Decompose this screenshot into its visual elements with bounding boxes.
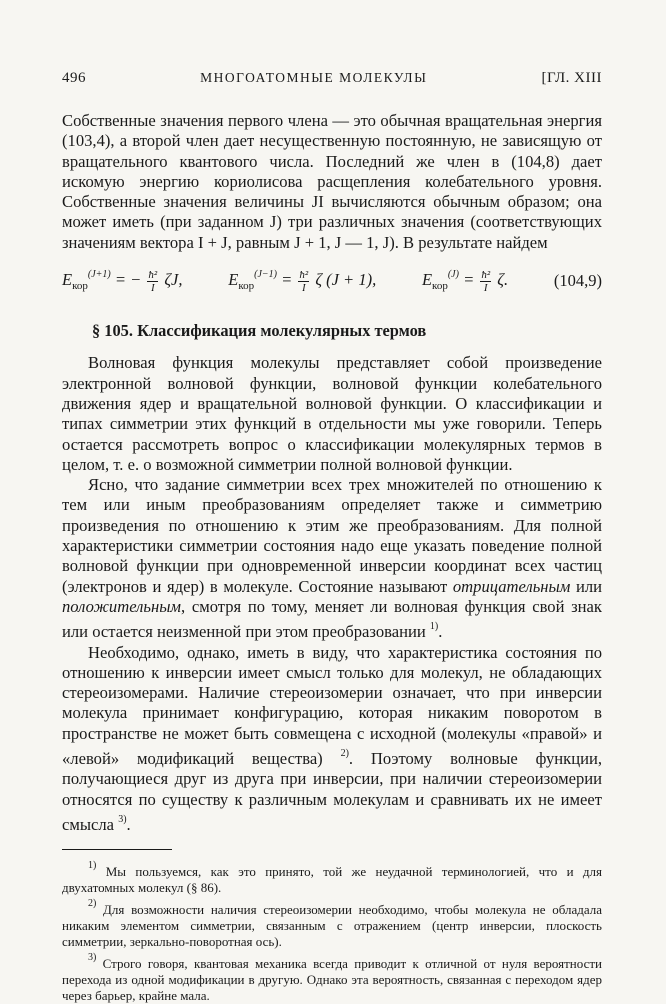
- main-text: [62, 111, 602, 835]
- footnote-ref-1[interactable]: 1): [429, 621, 439, 633]
- paragraph-3: Необходимо, однако, иметь в виду, что характеристика состояния по отношению к инверсии имеет смысл только для молекул, не обладающих стереоизомерами. Наличие стереоизомерии означает, что при инверсии молекула принимает конфигурацию, которая никаким поворотом в пространстве не может быть совмещена с исходной (молекулы «правой» и «левой» модификаций вещества) $^{2)}$. Поэтому волновые функции, получающиеся друг из друга при инверсии, при наличии стереоизомерии относятся по существу к различным молекулам и сравнивать их не имеет смысла $^{3)}$.: [62, 642, 602, 834]
- equation-number: (104,9): [553, 270, 602, 290]
- section-heading: § 105. Классификация молекулярных термов: [92, 321, 427, 341]
- footnote-divider: [62, 849, 172, 850]
- page-header: [62, 70, 602, 87]
- intro-paragraph: Собственные значения первого члена — это обычная вращательная энергия (103,4), а второй член дает несущественную постоянную, не зависящую от вращательного квантового числа. Последний же член в (104,8) дает искомую энергию кориолисова расщепления колебательного уровня. Собственные значения величины JI вычисляются обычным образом; она может иметь (при заданном J) три различных значения (соответствующих значениям вектора I + J, равным J + 1, J — 1, J). В результате найдем: [62, 111, 602, 252]
- footnote-3: $^{3)}$ Строго говоря, квантовая механика всегда приводит к отличной от нуля вероятности перехода из одной модификации в другую. Однако эта вероятность, связанная с переходом ядер через барьер, крайне мала.: [62, 952, 602, 1004]
- term-negative: отрицательным: [452, 576, 571, 596]
- formula-term-2: $E_{кор}^{(J-1)}$ = $\frac{\text{ħ²}}{I}$ ζ (J + 1),: [228, 269, 377, 295]
- paragraph-2: Ясно, что задание симметрии всех трех множителей по отношению к тем или иным преобразованиям определяет также и симметрию произведения по отношению к этим же преобразованиям. Для полной характеристики симметрии состояния надо еще указать поведение полной волновой функции при одновременной инверсии координат всех частиц (электронов и ядер) в молекуле. Состояние называют отрицательным или положительным, смотря по тому, меняет ли волновая функция свой знак или остается неизменной при этом преобразовании $^{1)}$.: [62, 475, 602, 642]
- footnote-1: $^{1)}$ Мы пользуемся, как это принято, той же неудачной терминологией, что и для двухатомных молекул (§ 86).: [62, 860, 602, 896]
- footnote-2: $^{2)}$ Для возможности наличия стереоизомерии необходимо, чтобы молекула не обладала никаким элементом симметрии, связанным с отражением (центр инверсии, плоскость симметрии, зеркально-поворотная ось).: [62, 898, 602, 950]
- footnote-ref-2[interactable]: 2): [340, 748, 349, 760]
- chapter-label: [ГЛ. XIII: [541, 70, 602, 86]
- formula-term-3: $E_{кор}^{(J)}$ = $\frac{\text{ħ²}}{I}$ ζ.: [421, 269, 509, 295]
- formula-term-1: $E_{кор}^{(J+1)}$ = − $\frac{\text{ħ²}}{I}$ ζJ,: [62, 269, 183, 295]
- equation-104-9: [62, 261, 602, 301]
- footnote-ref-3[interactable]: 3): [118, 813, 127, 825]
- term-positive: положительным: [62, 596, 182, 616]
- running-title: МНОГОАТОМНЫЕ МОЛЕКУЛЫ: [200, 70, 428, 85]
- paragraph-1: Волновая функция молекулы представляет собой произведение электронной волновой функции, волновой функции колебательного движения ядер и вращательной волновой функции. О классификации и типах симметрии этих функций в отдельности мы уже говорили. Теперь остается рассмотреть вопрос о классификации молекулярных термов в целом, т. е. о возможной симметрии полной волновой функции.: [62, 353, 602, 474]
- page-number: 496: [62, 70, 86, 86]
- book-page: [62, 70, 602, 1004]
- footnotes: [62, 858, 602, 1004]
